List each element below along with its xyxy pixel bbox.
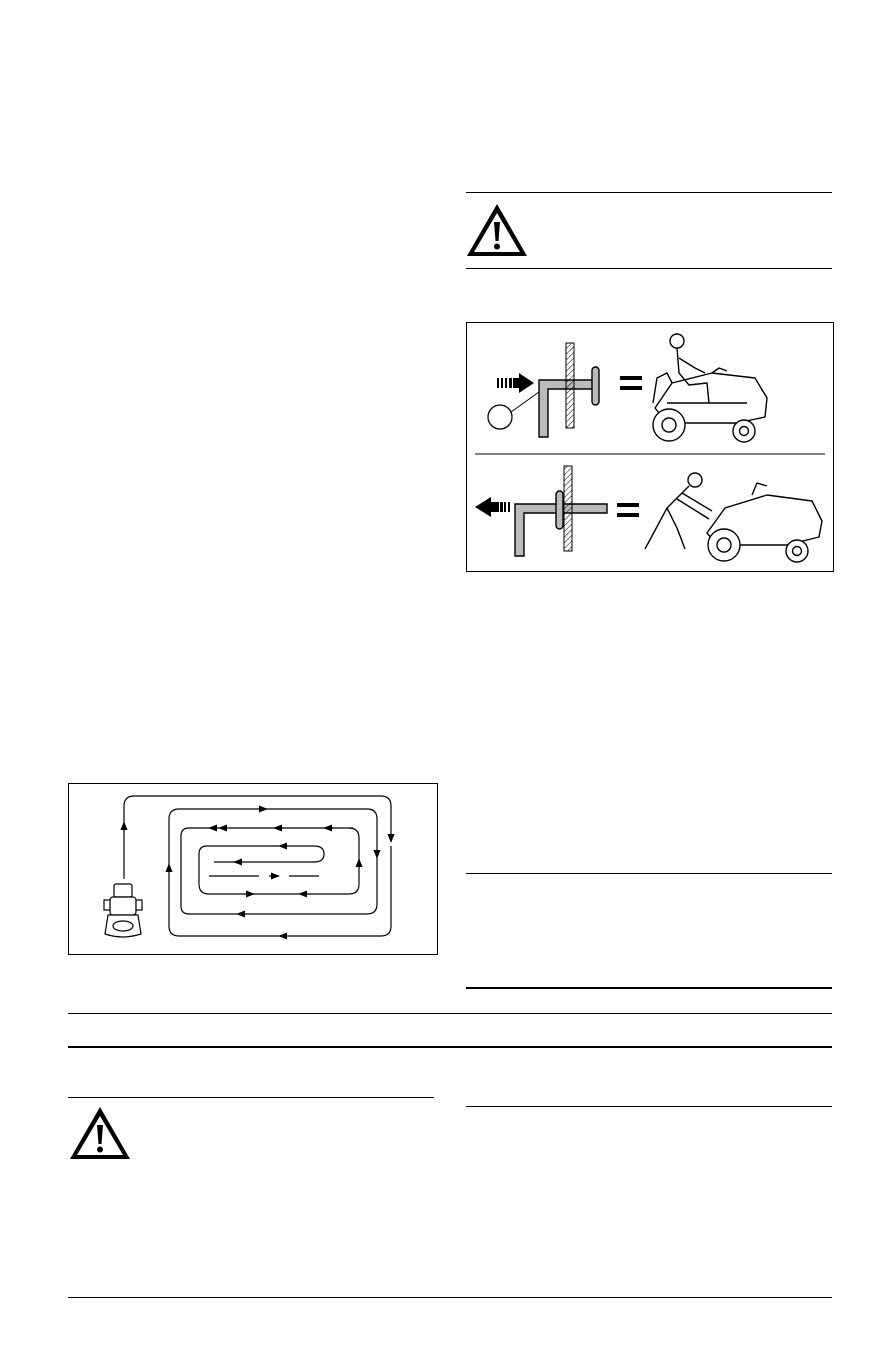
section-rule-top	[68, 1013, 832, 1014]
mower-top-view-icon	[104, 884, 142, 937]
person-pushing-tractor-icon	[645, 473, 822, 562]
warning-triangle-icon	[465, 202, 529, 258]
warning-rule-bottom	[466, 268, 832, 269]
note-rule-bottom	[466, 987, 832, 989]
warning-triangle-icon	[68, 1105, 132, 1161]
mowing-path	[124, 796, 391, 936]
pull-arrow-icon	[475, 497, 510, 517]
tractor-with-rider-icon	[653, 334, 767, 442]
note-rule-top	[466, 873, 832, 874]
push-arrow-icon	[497, 373, 534, 393]
right-rule-lower	[466, 1106, 832, 1107]
mowing-pattern-diagram	[68, 783, 438, 955]
lever-disengaged-drawing	[475, 466, 822, 562]
warning2-rule-top	[68, 1097, 434, 1098]
lever-engaged-drawing	[488, 334, 767, 442]
section-rule-bottom	[68, 1046, 832, 1048]
freewheel-lever-diagram	[466, 322, 834, 572]
warning-rule-top	[466, 192, 832, 193]
footer-rule	[68, 1297, 832, 1298]
